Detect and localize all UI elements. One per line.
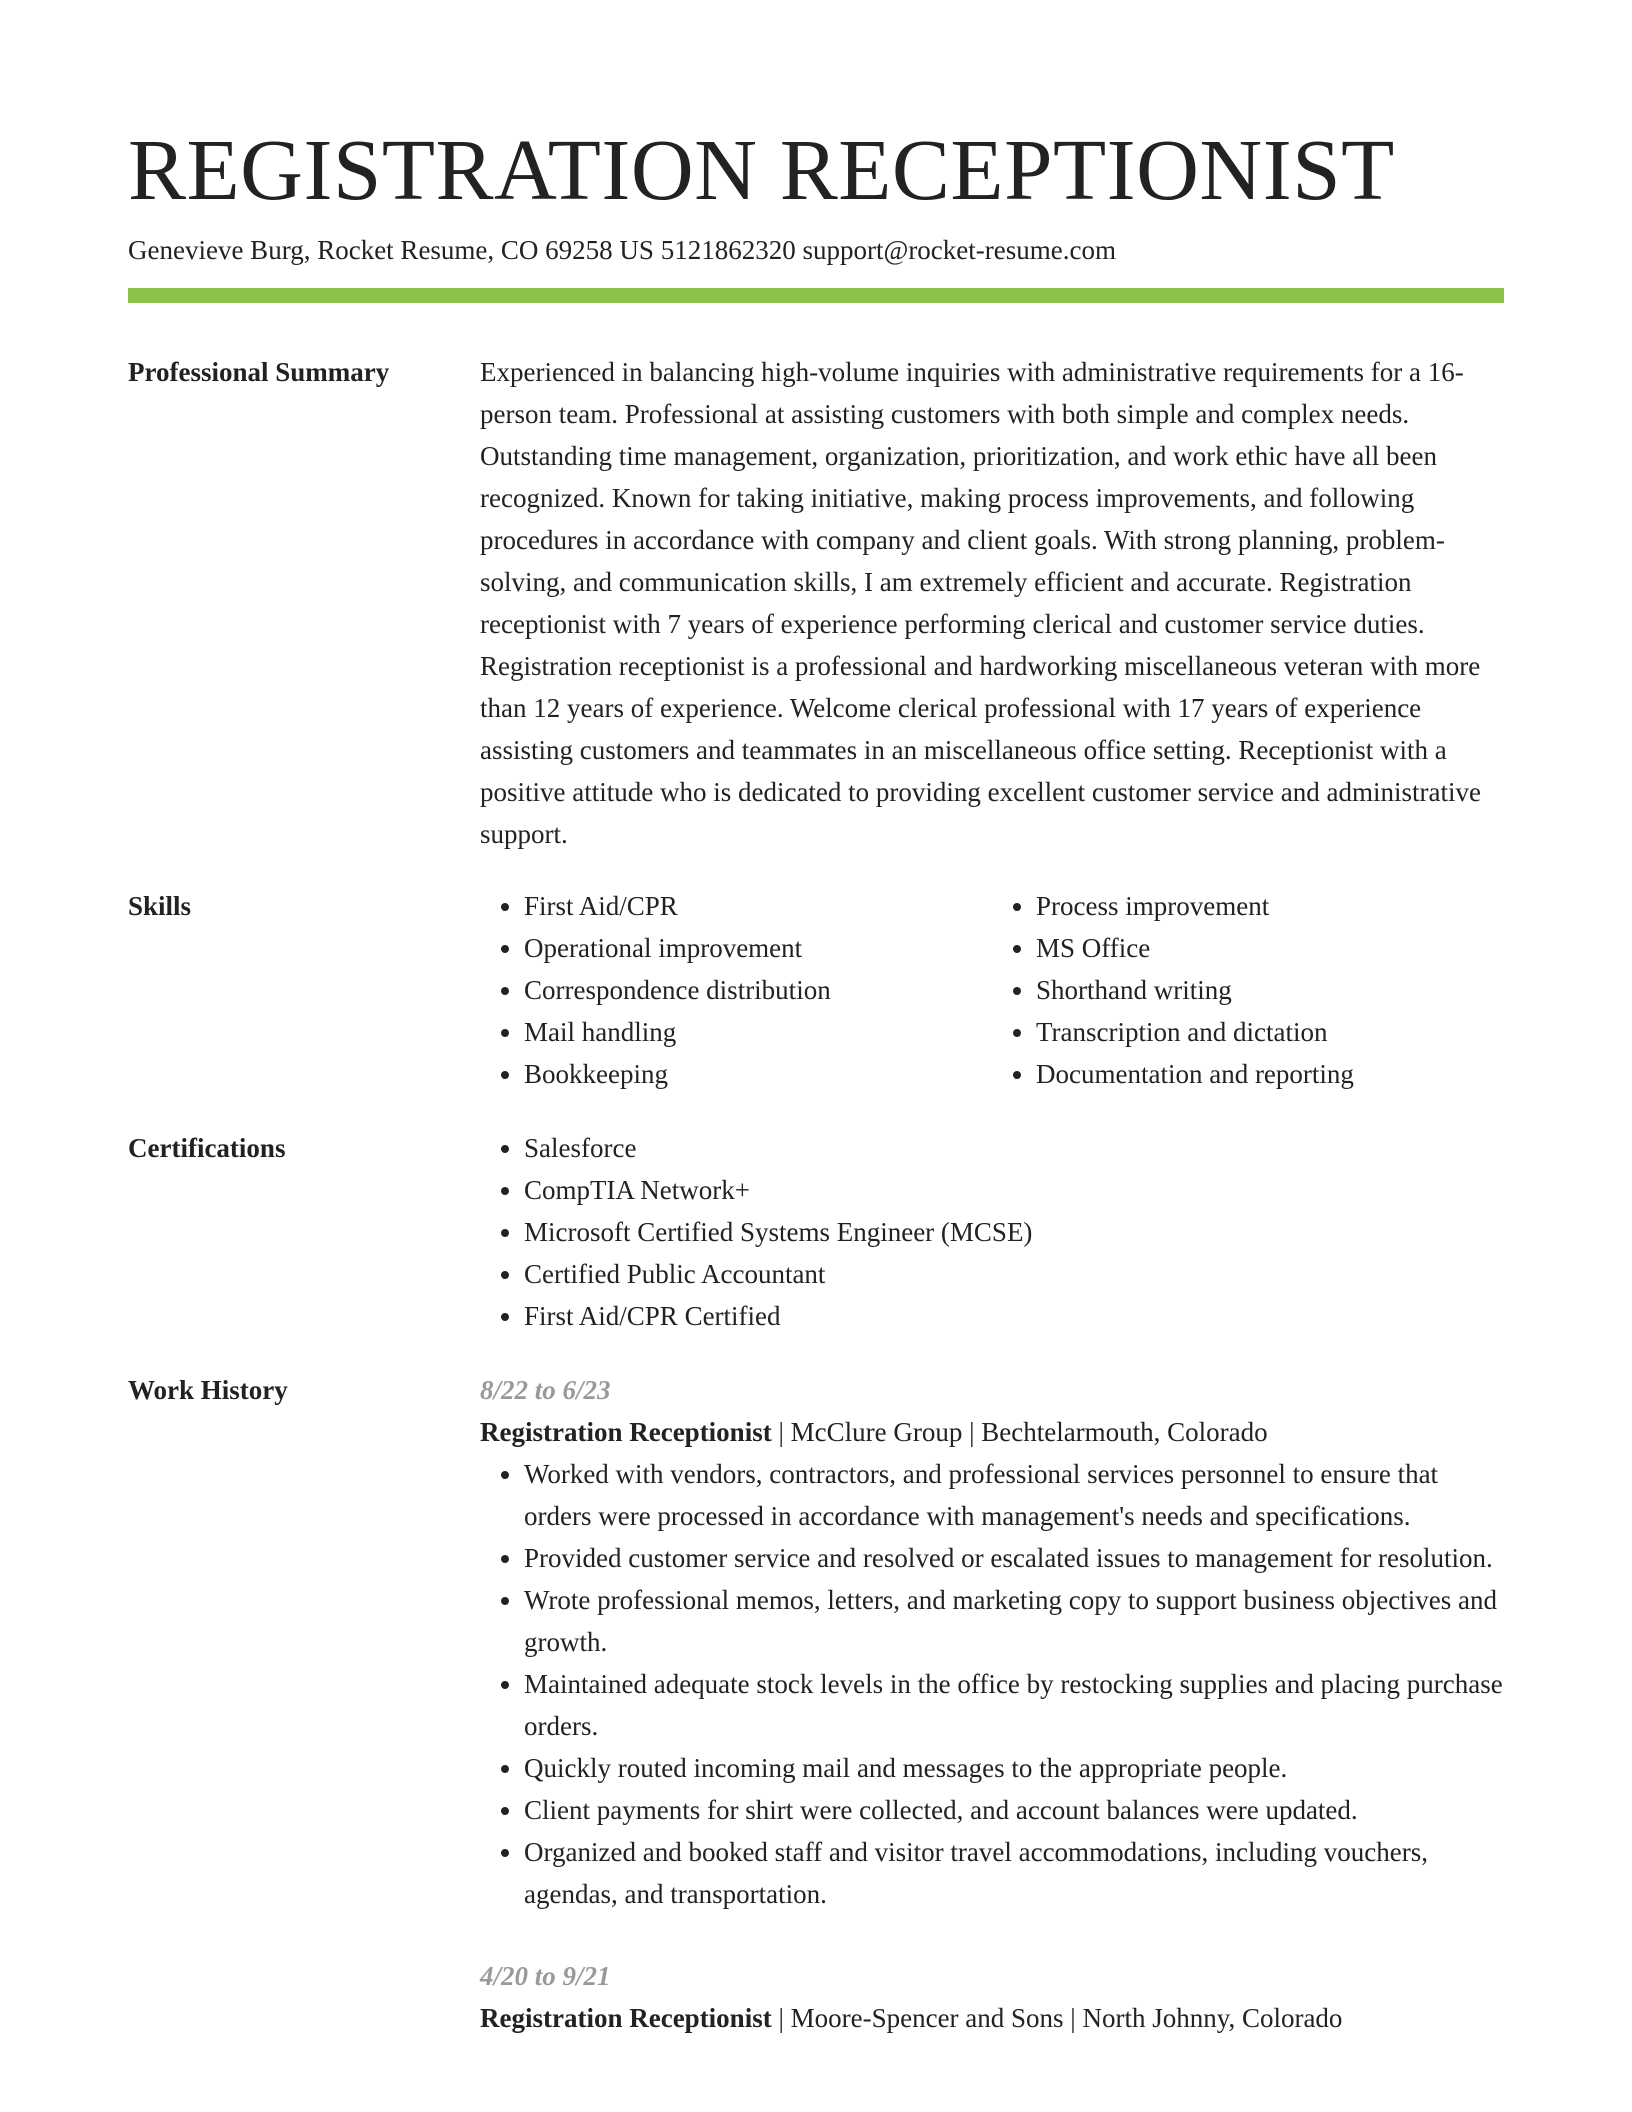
job-bullet: • Client payments for shirt were collected, and account balances were updated. <box>524 1789 1504 1831</box>
skills-list-left <box>480 885 992 1095</box>
contact-email: support@rocket-resume.com <box>802 235 1116 265</box>
job-bullet: • Wrote professional memos, letters, and marketing copy to support business objectives and growth. <box>524 1579 1504 1663</box>
job-entry <box>480 1369 1504 1915</box>
certification-item: • Certified Public Accountant <box>524 1253 1504 1295</box>
skill-item: • MS Office <box>1036 927 1504 969</box>
job-entry <box>480 1955 1504 2039</box>
certifications-section <box>128 1127 1504 1337</box>
job-bullet: • Maintained adequate stock levels in the office by restocking supplies and placing purchase orders. <box>524 1663 1504 1747</box>
skills-section <box>128 885 1504 1095</box>
job-bullet: • Worked with vendors, contractors, and professional services personnel to ensure that orders were processed in accordance with management's needs and specifications. <box>524 1453 1504 1537</box>
skills-list-right <box>992 885 1504 1095</box>
section-label-summary: Professional Summary <box>128 357 390 387</box>
job-dates: 4/20 to 9/21 <box>480 1961 611 1991</box>
skill-item: • Shorthand writing <box>1036 969 1504 1011</box>
job-dates: 8/22 to 6/23 <box>480 1375 611 1405</box>
job-details: | Moore-Spencer and Sons | North Johnny, Colorado <box>771 2003 1343 2033</box>
contact-phone: 5121862320 <box>660 235 796 265</box>
certification-item: • CompTIA Network+ <box>524 1169 1504 1211</box>
job-bullets <box>480 1453 1504 1915</box>
job-bullet: • Quickly routed incoming mail and messages to the appropriate people. <box>524 1747 1504 1789</box>
contact-company: Rocket Resume, <box>317 235 495 265</box>
section-label-certifications: Certifications <box>128 1133 286 1163</box>
skill-item: • Operational improvement <box>524 927 992 969</box>
skill-item: • First Aid/CPR <box>524 885 992 927</box>
resume-title: REGISTRATION RECEPTIONIST <box>128 121 1395 218</box>
section-label-work-history: Work History <box>128 1375 288 1405</box>
job-header <box>480 1411 1504 1453</box>
job-title: Registration Receptionist <box>480 2003 772 2033</box>
certification-item: • Salesforce <box>524 1127 1504 1169</box>
summary-text: Experienced in balancing high-volume inquiries with administrative requirements for a 16-person team. Professional at assisting customers with both simple and complex needs. Outstanding time management, organization, prioritization, and work ethic have all been recognized. Known for taking initiative, making process improvements, and following procedures in accordance with company and client goals. With strong planning, problem-solving, and communication skills, I am extremely efficient and accurate. Registration receptionist with 7 years of experience performing clerical and customer service duties. Registration receptionist is a professional and hardworking miscellaneous veteran with more than 12 years of experience. Welcome clerical professional with 17 years of experience assisting customers and teammates in an miscellaneous office setting. Receptionist with a positive attitude who is dedicated to providing excellent customer service and administrative support. <box>480 357 1481 849</box>
contact-name: Genevieve Burg, <box>128 235 311 265</box>
skill-item: • Bookkeeping <box>524 1053 992 1095</box>
job-bullet: • Organized and booked staff and visitor travel accommodations, including vouchers, agendas, and transportation. <box>524 1831 1504 1915</box>
contact-line <box>128 232 1504 268</box>
certification-item: • First Aid/CPR Certified <box>524 1295 1504 1337</box>
skill-item: • Correspondence distribution <box>524 969 992 1011</box>
job-title: Registration Receptionist <box>480 1417 772 1447</box>
job-header <box>480 1997 1504 2039</box>
skill-item: • Documentation and reporting <box>1036 1053 1504 1095</box>
skill-item: • Transcription and dictation <box>1036 1011 1504 1053</box>
skill-item: • Process improvement <box>1036 885 1504 927</box>
summary-section <box>128 351 1504 855</box>
job-bullet: • Provided customer service and resolved or escalated issues to management for resolution. <box>524 1537 1504 1579</box>
header-divider <box>128 288 1504 303</box>
section-label-skills: Skills <box>128 891 192 921</box>
certification-item: • Microsoft Certified Systems Engineer (MCSE) <box>524 1211 1504 1253</box>
certifications-list <box>480 1127 1504 1337</box>
contact-location: CO 69258 US <box>500 235 654 265</box>
job-details: | McClure Group | Bechtelarmouth, Colorado <box>771 1417 1268 1447</box>
skill-item: • Mail handling <box>524 1011 992 1053</box>
work-history-section <box>128 1369 1504 2039</box>
